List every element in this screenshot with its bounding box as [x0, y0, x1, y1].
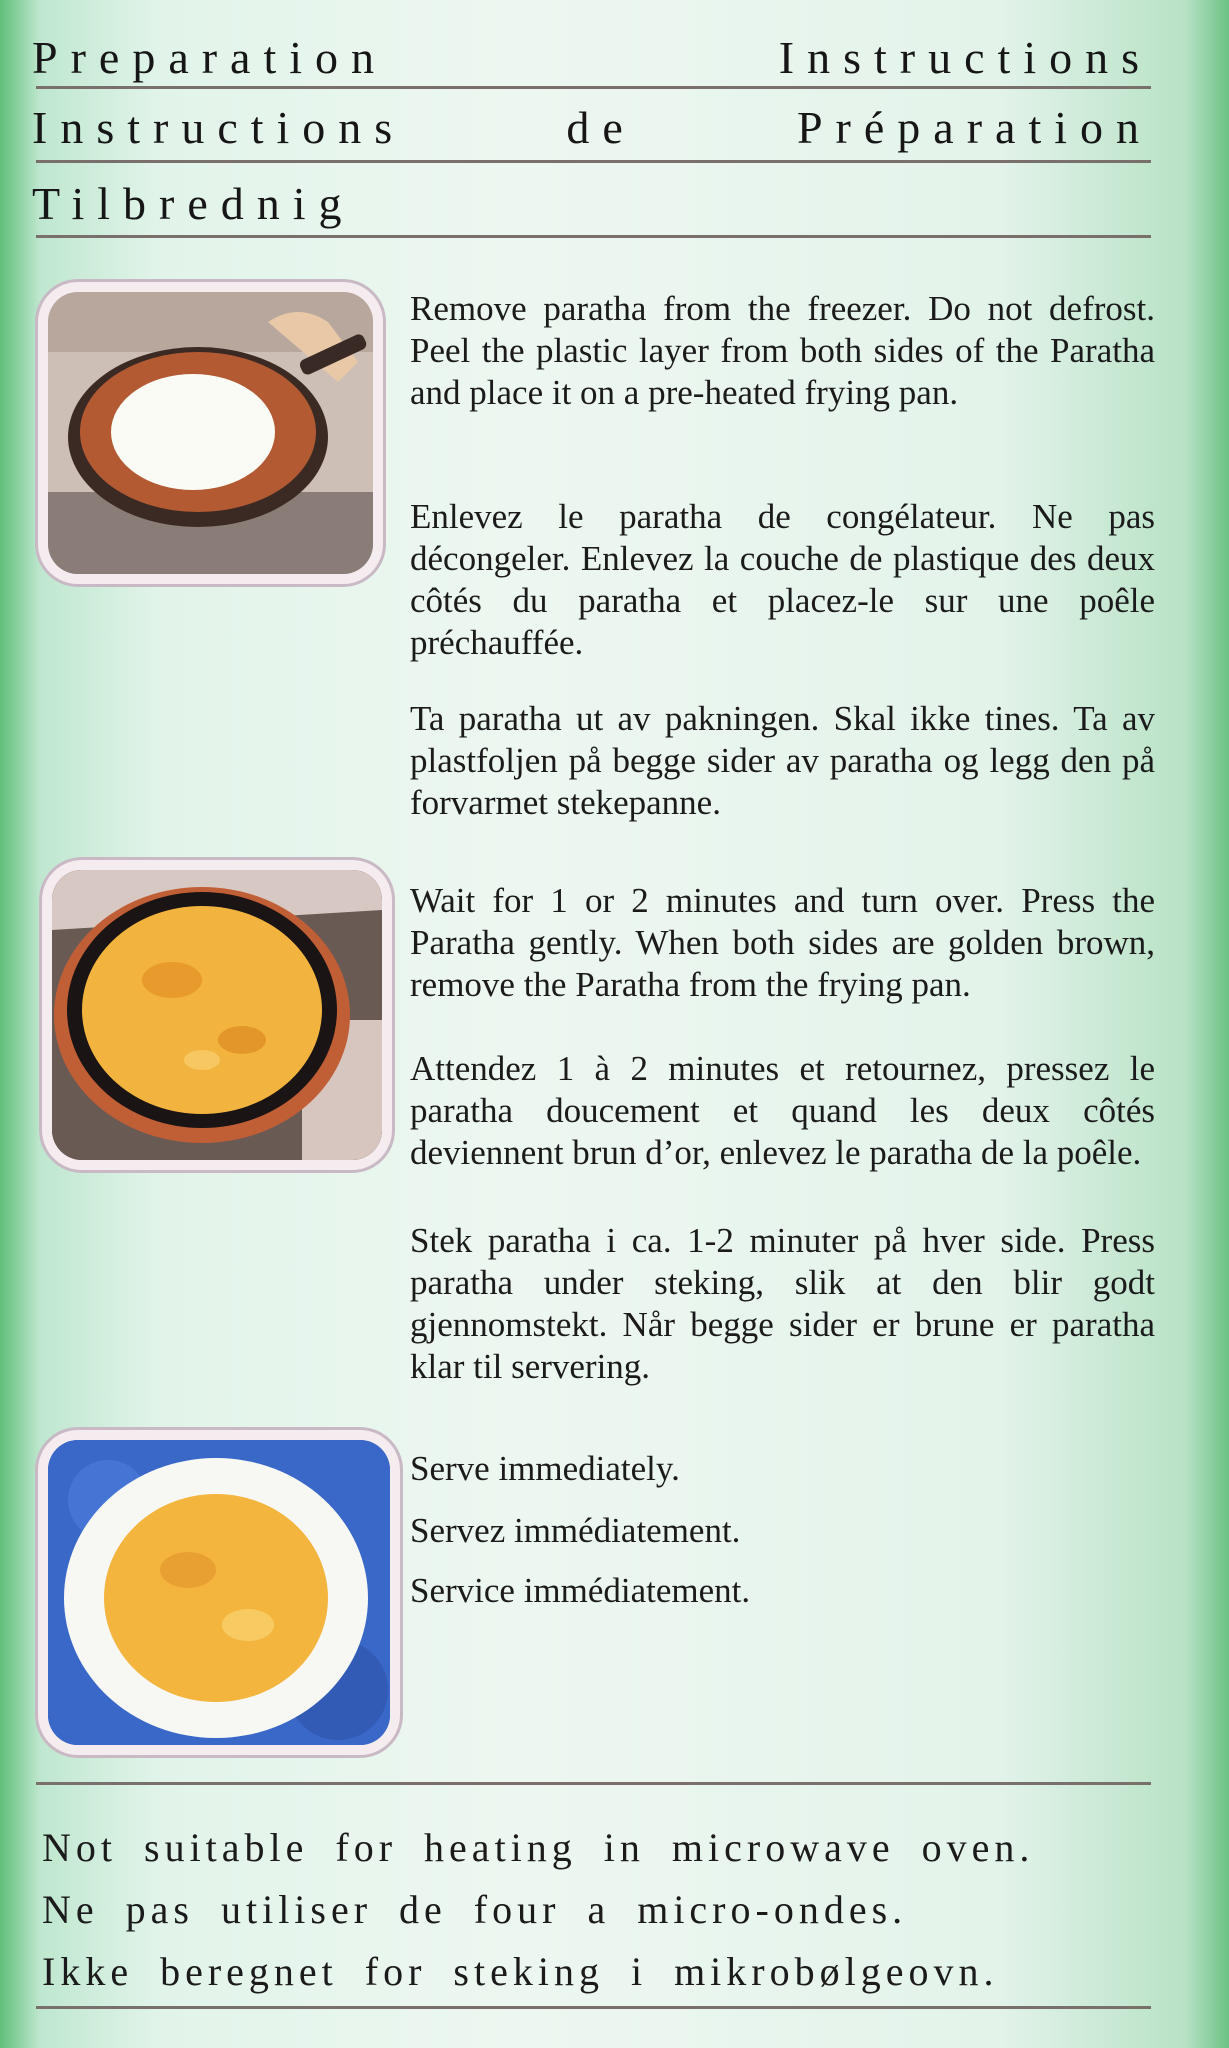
step3-text-en: Serve immediately.: [410, 1449, 680, 1488]
header-rule: [36, 86, 1151, 89]
microwave-warning-en: Not suitable for heating in microwave oven.: [42, 1825, 1035, 1870]
step3-photo: [48, 1440, 390, 1745]
title-word: Preparation: [32, 32, 388, 83]
footer-rule: [36, 2006, 1151, 2009]
header-rule: [36, 235, 1151, 238]
step3-text-no: Service immédiatement.: [410, 1571, 751, 1610]
step1-text-fr: Enlevez le paratha de congélateur. Ne pas décongeler. Enlevez la couche de plastique des deux côtés du paratha et placez-le sur une poêle préchauffée.: [410, 497, 1155, 662]
step3-text-fr: Servez immédiatement.: [410, 1511, 741, 1550]
step1-text-en: Remove paratha from the freezer. Do not defrost. Peel the plastic layer from both sides of the Paratha and place it on a pre-heated frying pan.: [410, 289, 1155, 412]
footer-rule: [36, 1782, 1151, 1785]
step2-text-fr: Attendez 1 à 2 minutes et retournez, pressez le paratha doucement et quand les deux côtés deviennent brun d’or, enlevez le paratha de la poêle.: [410, 1049, 1155, 1172]
header-rule: [36, 160, 1151, 163]
title-norwegian: Tilbrednig: [32, 178, 355, 229]
step1-photo: [48, 292, 373, 574]
title-french: [32, 100, 1152, 156]
title-word: Instructions: [32, 102, 406, 153]
title-word: Préparation: [796, 102, 1152, 153]
step2-text-no: Stek paratha i ca. 1-2 minuter på hver side. Press paratha under steking, slik at den blir godt gjennomstekt. Når begge sider er brune er paratha klar til servering.: [410, 1221, 1155, 1386]
step1-text-no: Ta paratha ut av pakningen. Skal ikke tines. Ta av plastfoljen på begge sider av paratha og legg den på forvarmet stekepanne.: [410, 699, 1155, 822]
title-word: Instructions: [778, 32, 1152, 83]
microwave-warning-fr: Ne pas utiliser de four a micro-ondes.: [42, 1887, 908, 1932]
title-english: [32, 30, 1152, 86]
step2-text-en: Wait for 1 or 2 minutes and turn over. Press the Paratha gently. When both sides are golden brown, remove the Paratha from the frying pan.: [410, 881, 1155, 1004]
step2-photo: [52, 870, 382, 1160]
title-word: de: [566, 102, 636, 153]
microwave-warning-no: Ikke beregnet for steking i mikrobølgeovn.: [42, 1949, 999, 1994]
